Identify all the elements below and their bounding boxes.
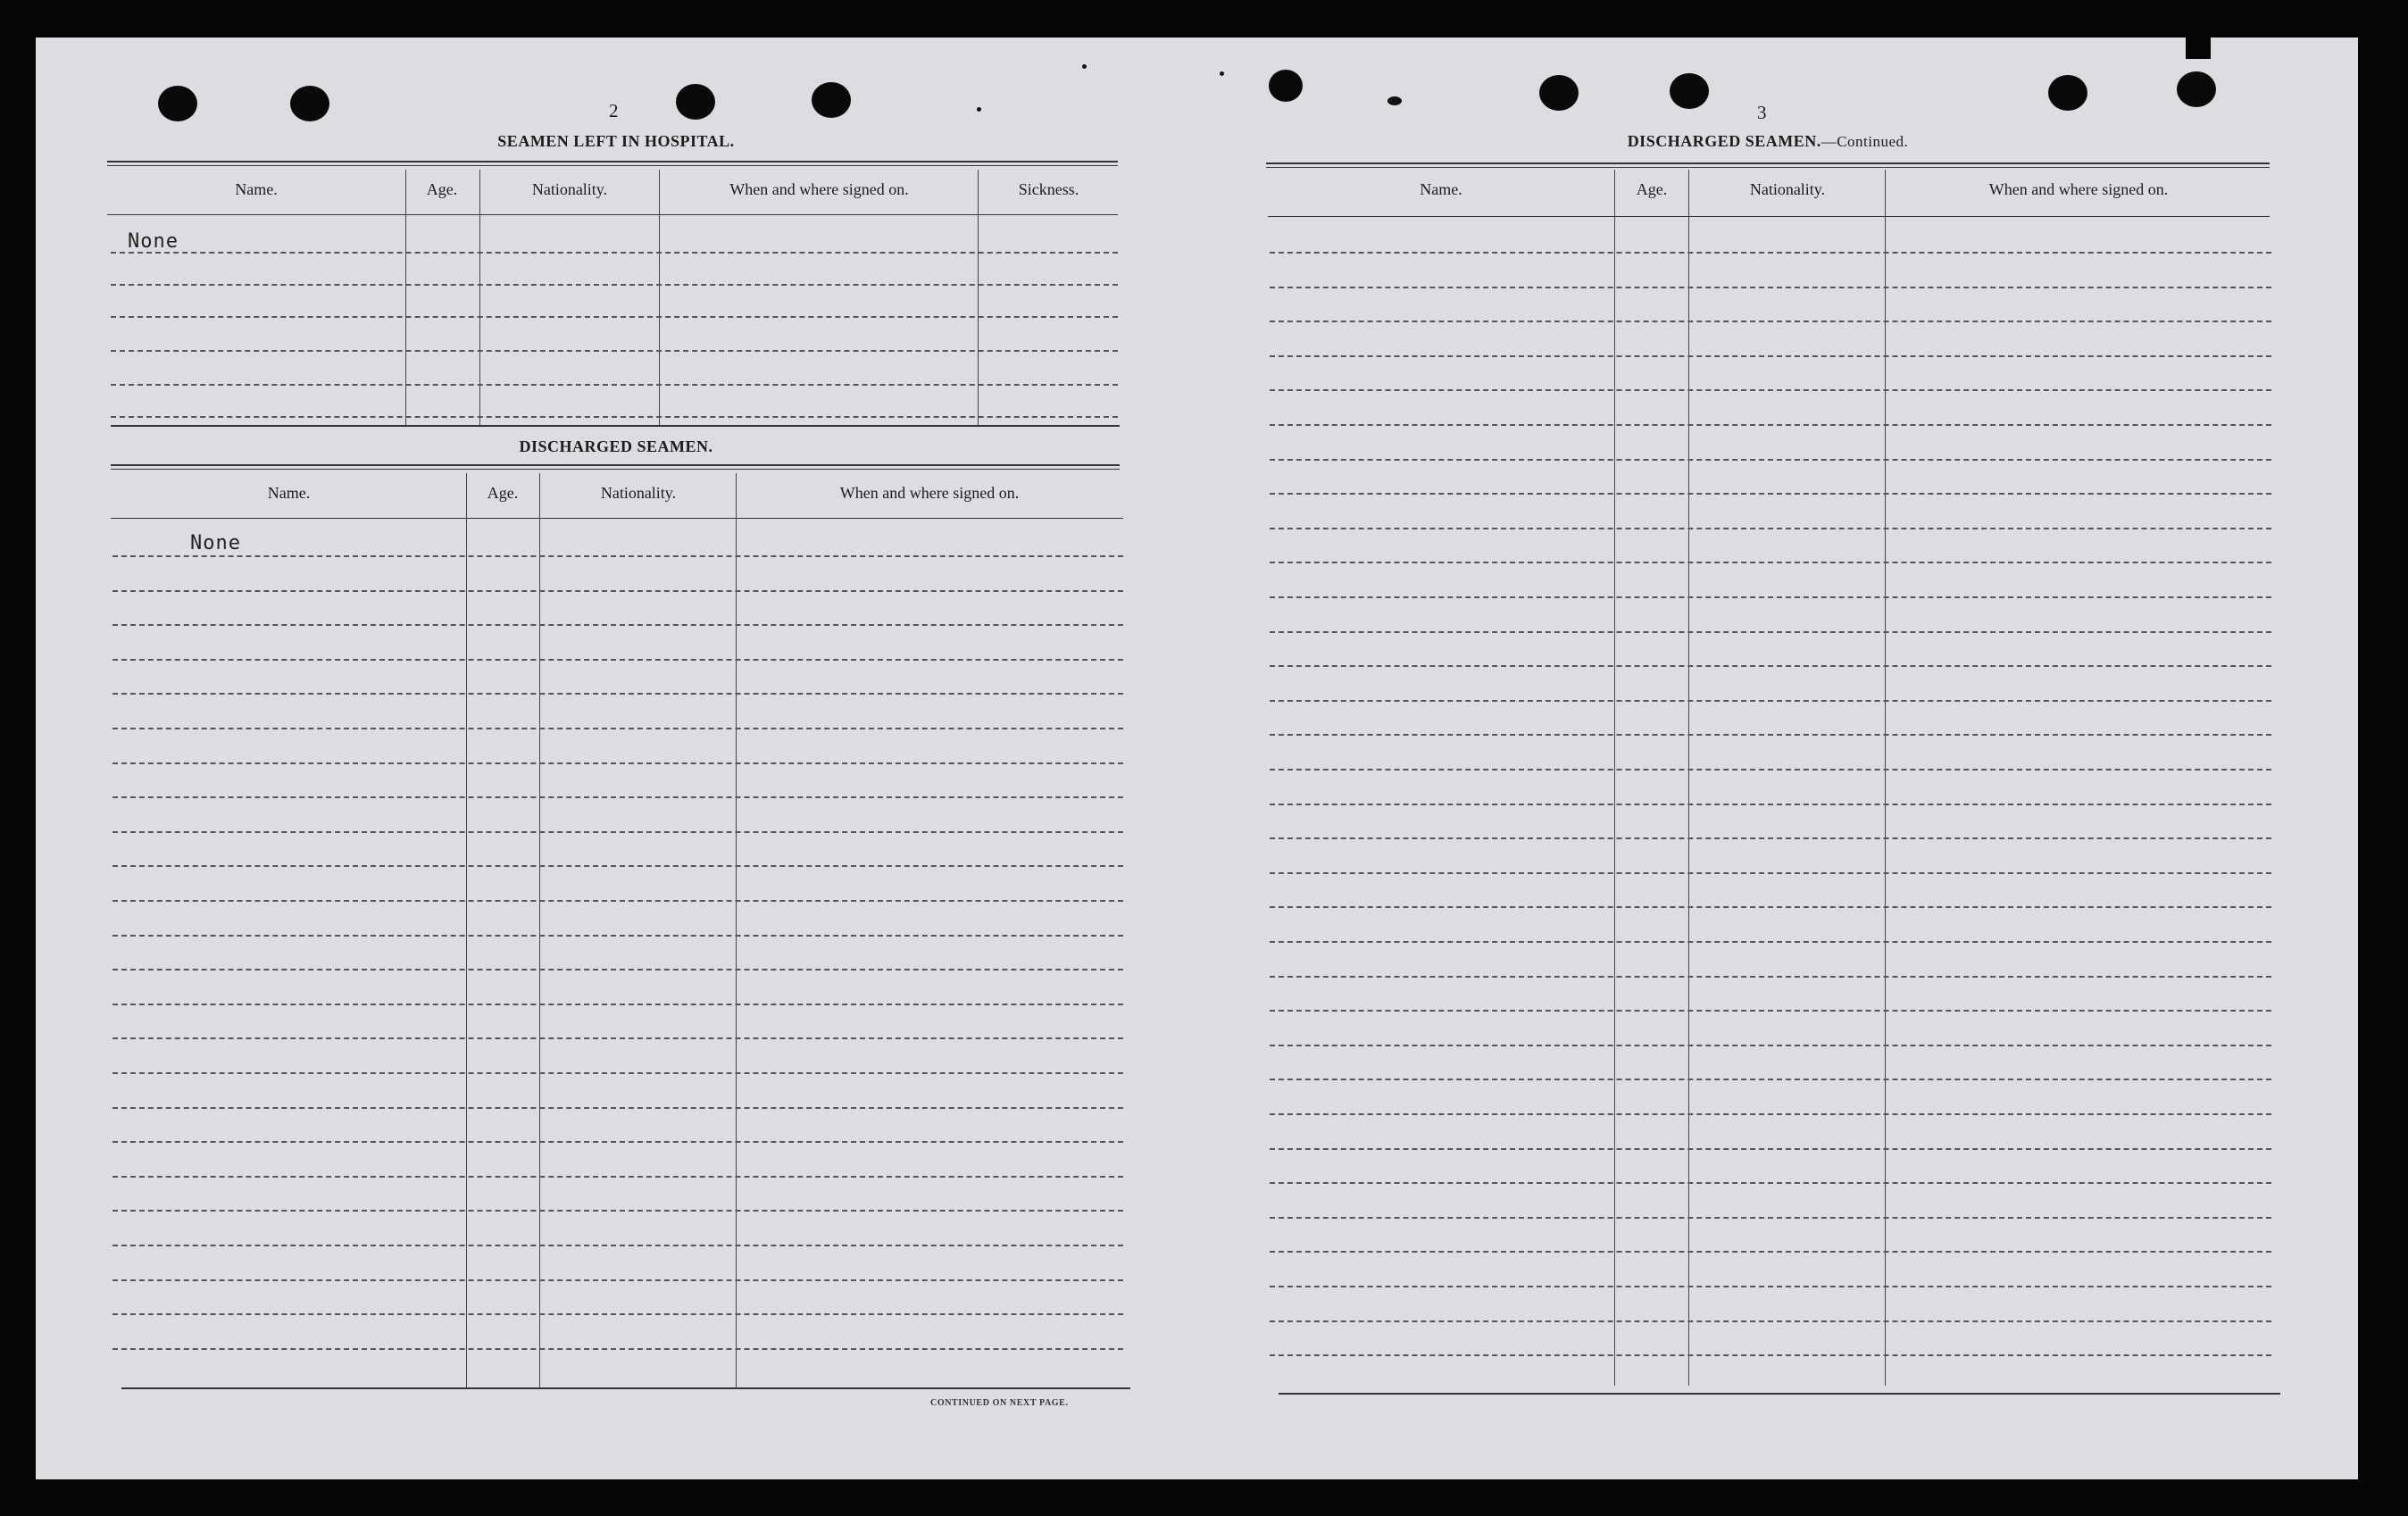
entry-line <box>111 284 1118 286</box>
entry-line <box>112 831 1123 833</box>
punch-hole <box>290 86 329 121</box>
column-divider <box>479 170 480 425</box>
entry-line <box>112 1004 1123 1005</box>
column-divider <box>978 170 979 425</box>
entry-line <box>1270 459 2271 461</box>
discharged-bottom-rule <box>121 1387 1130 1389</box>
right-header-rule <box>1268 216 2270 217</box>
right-col-name: Name. <box>1420 180 1462 198</box>
column-divider <box>1885 170 1886 1386</box>
ink-speck <box>977 107 981 112</box>
right-title-main: DISCHARGED SEAMEN. <box>1627 132 1821 150</box>
hospital-col-nationality: Nationality. <box>531 180 608 198</box>
right-section-title <box>1536 132 2000 151</box>
entry-line <box>1270 1079 2271 1080</box>
discharged-col-age: Age. <box>487 484 519 502</box>
entry-line <box>1270 1251 2271 1253</box>
punch-hole <box>1670 73 1709 109</box>
hospital-section-title: SEAMEN LEFT IN HOSPITAL. <box>497 132 735 150</box>
entry-line <box>112 693 1123 695</box>
entry-line <box>1270 837 2271 839</box>
entry-line <box>112 1313 1123 1315</box>
hospital-bottom-rule <box>111 425 1120 427</box>
hospital-header-rule <box>107 214 1118 215</box>
discharged-entry-name: None <box>190 532 241 554</box>
discharged-col-nationality: Nationality. <box>600 484 677 502</box>
entry-line <box>1270 700 2271 702</box>
entry-line <box>112 659 1123 661</box>
column-divider <box>539 473 540 1387</box>
entry-line <box>1270 941 2271 943</box>
hospital-top-rule <box>107 161 1118 166</box>
entry-line <box>1270 906 2271 908</box>
entry-line <box>112 1245 1123 1246</box>
entry-line <box>112 1107 1123 1109</box>
entry-line <box>1270 665 2271 667</box>
entry-line <box>1270 734 2271 736</box>
column-divider <box>1688 170 1689 1386</box>
entry-line <box>112 1072 1123 1074</box>
entry-line <box>1270 976 2271 978</box>
entry-line <box>112 590 1123 592</box>
entry-line <box>112 796 1123 798</box>
punch-hole <box>1269 70 1303 102</box>
right-bottom-rule <box>1279 1393 2280 1395</box>
entry-line <box>111 350 1118 352</box>
hospital-col-age: Age. <box>426 180 458 198</box>
punch-hole <box>2177 71 2216 107</box>
entry-line <box>1270 493 2271 495</box>
entry-line <box>112 555 1123 557</box>
punch-hole <box>812 82 851 118</box>
hospital-col-name: Name. <box>235 180 278 198</box>
entry-line <box>1270 252 2271 254</box>
punch-hole <box>158 86 197 121</box>
entry-line <box>1270 596 2271 598</box>
page-number-right: 3 <box>1757 102 1767 123</box>
right-col-age: Age. <box>1636 180 1668 198</box>
torn-corner <box>2186 37 2211 59</box>
entry-line <box>1270 321 2271 322</box>
entry-line <box>112 1279 1123 1281</box>
entry-line <box>111 316 1118 318</box>
right-title-suffix: —Continued. <box>1821 133 1909 150</box>
ledger-sheet <box>36 37 2358 1479</box>
column-divider <box>659 170 660 425</box>
hospital-col-signed-on: When and where signed on. <box>729 180 909 198</box>
entry-line <box>1270 804 2271 805</box>
entry-line <box>112 624 1123 626</box>
discharged-col-name: Name. <box>267 484 311 502</box>
entry-line <box>1270 1354 2271 1356</box>
entry-line <box>1270 1113 2271 1115</box>
entry-line <box>112 969 1123 970</box>
discharged-top-rule <box>111 464 1120 470</box>
column-divider <box>736 473 737 1387</box>
column-divider <box>466 473 467 1387</box>
page-number-left: 2 <box>609 100 619 121</box>
entry-line <box>112 1176 1123 1178</box>
entry-line <box>1270 1182 2271 1184</box>
entry-line <box>112 728 1123 729</box>
entry-line <box>111 416 1118 418</box>
entry-line <box>112 900 1123 902</box>
ink-speck <box>1082 64 1087 69</box>
entry-line <box>112 762 1123 764</box>
entry-line <box>111 384 1118 386</box>
ink-speck <box>1387 96 1402 105</box>
entry-line <box>1270 631 2271 633</box>
punch-hole <box>676 84 715 120</box>
right-col-signed-on: When and where signed on. <box>1988 180 2169 198</box>
continued-footer: CONTINUED ON NEXT PAGE. <box>930 1398 1069 1408</box>
entry-line <box>112 935 1123 937</box>
entry-line <box>1270 1320 2271 1322</box>
entry-line <box>1270 872 2271 874</box>
entry-line <box>1270 424 2271 426</box>
entry-line <box>112 865 1123 867</box>
entry-line <box>1270 1010 2271 1012</box>
entry-line <box>1270 1217 2271 1219</box>
discharged-col-signed-on: When and where signed on. <box>839 484 1020 502</box>
entry-line <box>112 1348 1123 1350</box>
entry-line <box>111 252 1118 254</box>
entry-line <box>1270 355 2271 357</box>
entry-line <box>1270 1148 2271 1150</box>
entry-line <box>112 1141 1123 1143</box>
entry-line <box>112 1210 1123 1212</box>
discharged-section-title: DISCHARGED SEAMEN. <box>519 437 713 455</box>
hospital-entry-name: None <box>128 230 179 253</box>
entry-line <box>1270 769 2271 770</box>
right-col-nationality: Nationality. <box>1749 180 1826 198</box>
column-divider <box>405 170 406 425</box>
discharged-header-rule <box>111 518 1123 519</box>
entry-line <box>1270 1045 2271 1046</box>
right-top-rule <box>1266 162 2270 168</box>
entry-line <box>1270 389 2271 391</box>
entry-line <box>1270 562 2271 563</box>
hospital-col-sickness: Sickness. <box>1018 180 1079 198</box>
punch-hole <box>1539 75 1579 111</box>
ink-speck <box>1220 71 1224 76</box>
entry-line <box>112 1037 1123 1039</box>
entry-line <box>1270 1286 2271 1287</box>
entry-line <box>1270 528 2271 529</box>
punch-hole <box>2048 75 2087 111</box>
column-divider <box>1614 170 1615 1386</box>
entry-line <box>1270 287 2271 288</box>
